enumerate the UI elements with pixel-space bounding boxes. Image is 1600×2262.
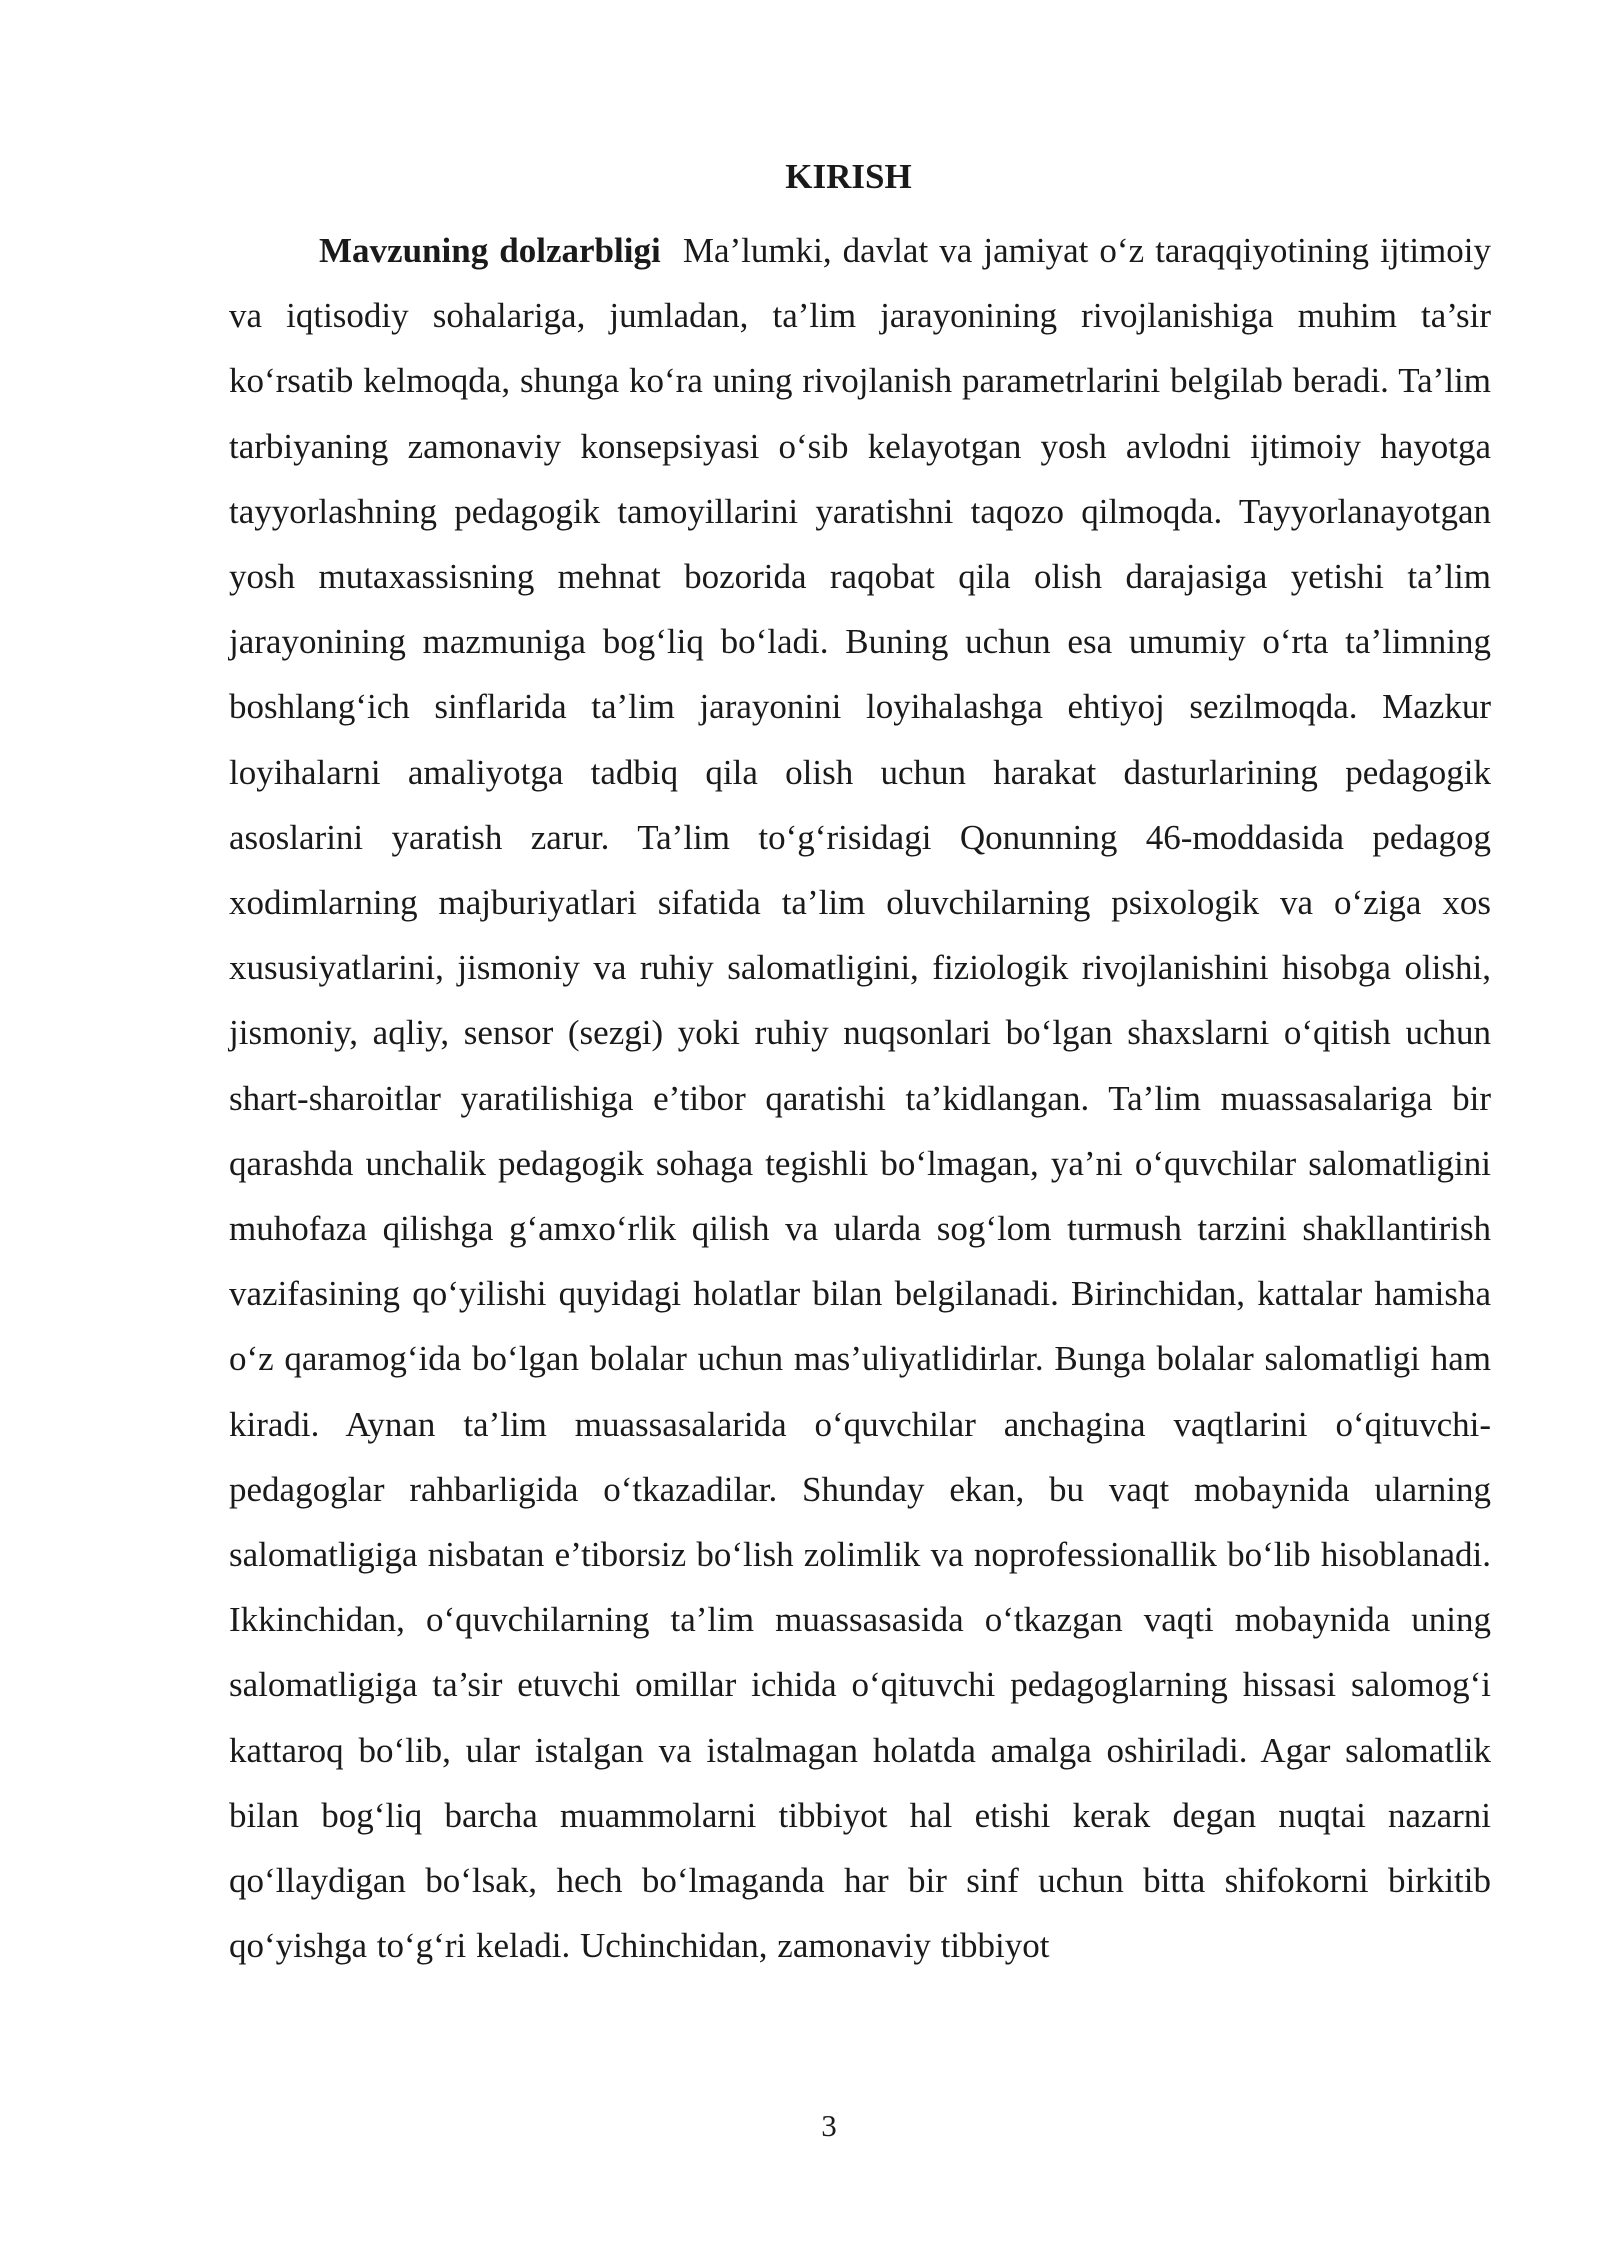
page-number: 3: [821, 2108, 837, 2143]
lead-phrase: Mavzuning dolzarbligi: [319, 231, 661, 270]
paragraph-text: Ma’lumki, davlat va jamiyat o‘z taraqqiyotining ijtimoiy va iqtisodiy sohalariga, jumladan, ta’lim jarayonining rivojlanishiga muhim ta’sir ko‘rsatib kelmoqda, shunga ko‘ra uning rivojlanish parametrlarini belgilab beradi. Ta’lim tarbiyaning zamonaviy konsepsiyasi o‘sib kelayotgan yosh avlodni ijtimoiy hayotga tayyorlashning pedagogik tamoyillarini yaratishni taqozo qilmoqda. Tayyorlanayotgan yosh mutaxassisning mehnat bozorida raqobat qila olish darajasiga yetishi ta’lim jarayonining mazmuniga bog‘liq bo‘ladi. Buning uchun esa umumiy o‘rta ta’limning boshlang‘ich sinflarida ta’lim jarayonini loyihalashga ehtiyoj sezilmoqda. Mazkur loyihalarni amaliyotga tadbiq qila olish uchun harakat dasturlarining pedagogik asoslarini yaratish zarur. Ta’lim to‘g‘risidagi Qonunning 46-moddasida pedagog xodimlarning majburiyatlari sifatida ta’lim oluvchilarning psixologik va o‘ziga xos xususiyatlarini, jismoniy va ruhiy salomatligini, fiziologik rivojlanishini hisobga olishi, jismoniy, aqliy, sensor (sezgi) yoki ruhiy nuqsonlari bo‘lgan shaxslarni o‘qitish uchun shart-sharoitlar yaratilishiga e’tibor qaratishi ta’kidlangan. Ta’lim muassasalariga bir qarashda unchalik pedagogik sohaga tegishli bo‘lmagan, ya’ni o‘quvchilar salomatligini muhofaza qilishga g‘amxo‘rlik qilish va ularda sog‘lom turmush tarzini shakllantirish vazifasining qo‘yilishi quyidagi holatlar bilan belgilanadi. Birinchidan, kattalar hamisha o‘z qaramog‘ida bo‘lgan bolalar uchun mas’uliyatlidirlar. Bunga bolalar salomatligi ham kiradi. Aynan ta’lim muassasalarida o‘quvchilar anchagina vaqtlarini o‘qituvchi-pedagoglar rahbarligida o‘tkazadilar. Shunday ekan, bu vaqt mobaynida ularning salomatligiga nisbatan e’tiborsiz bo‘lish zolimlik va noprofessionallik bo‘lib hisoblanadi. Ikkinchidan, o‘quvchilarning ta’lim muassasasida o‘tkazgan vaqti mobaynida uning salomatligiga ta’sir etuvchi omillar ichida o‘qituvchi pedagoglarning hissasi salomog‘i kattaroq bo‘lib, ular istalgan va istalmagan holatda amalga oshiriladi. Agar salomatlik bilan bog‘liq barcha muammolarni tibbiyot hal etishi kerak degan nuqtai nazarni qo‘llaydigan bo‘lsak, hech bo‘lmaganda har bir sinf uchun bitta shifokorni birkitib qo‘yishga to‘g‘ri keladi. Uchinchidan, zamonaviy tibbiyot: [229, 231, 1491, 1966]
section-heading: KIRISH: [785, 157, 912, 196]
body-paragraph: [229, 218, 1491, 1978]
